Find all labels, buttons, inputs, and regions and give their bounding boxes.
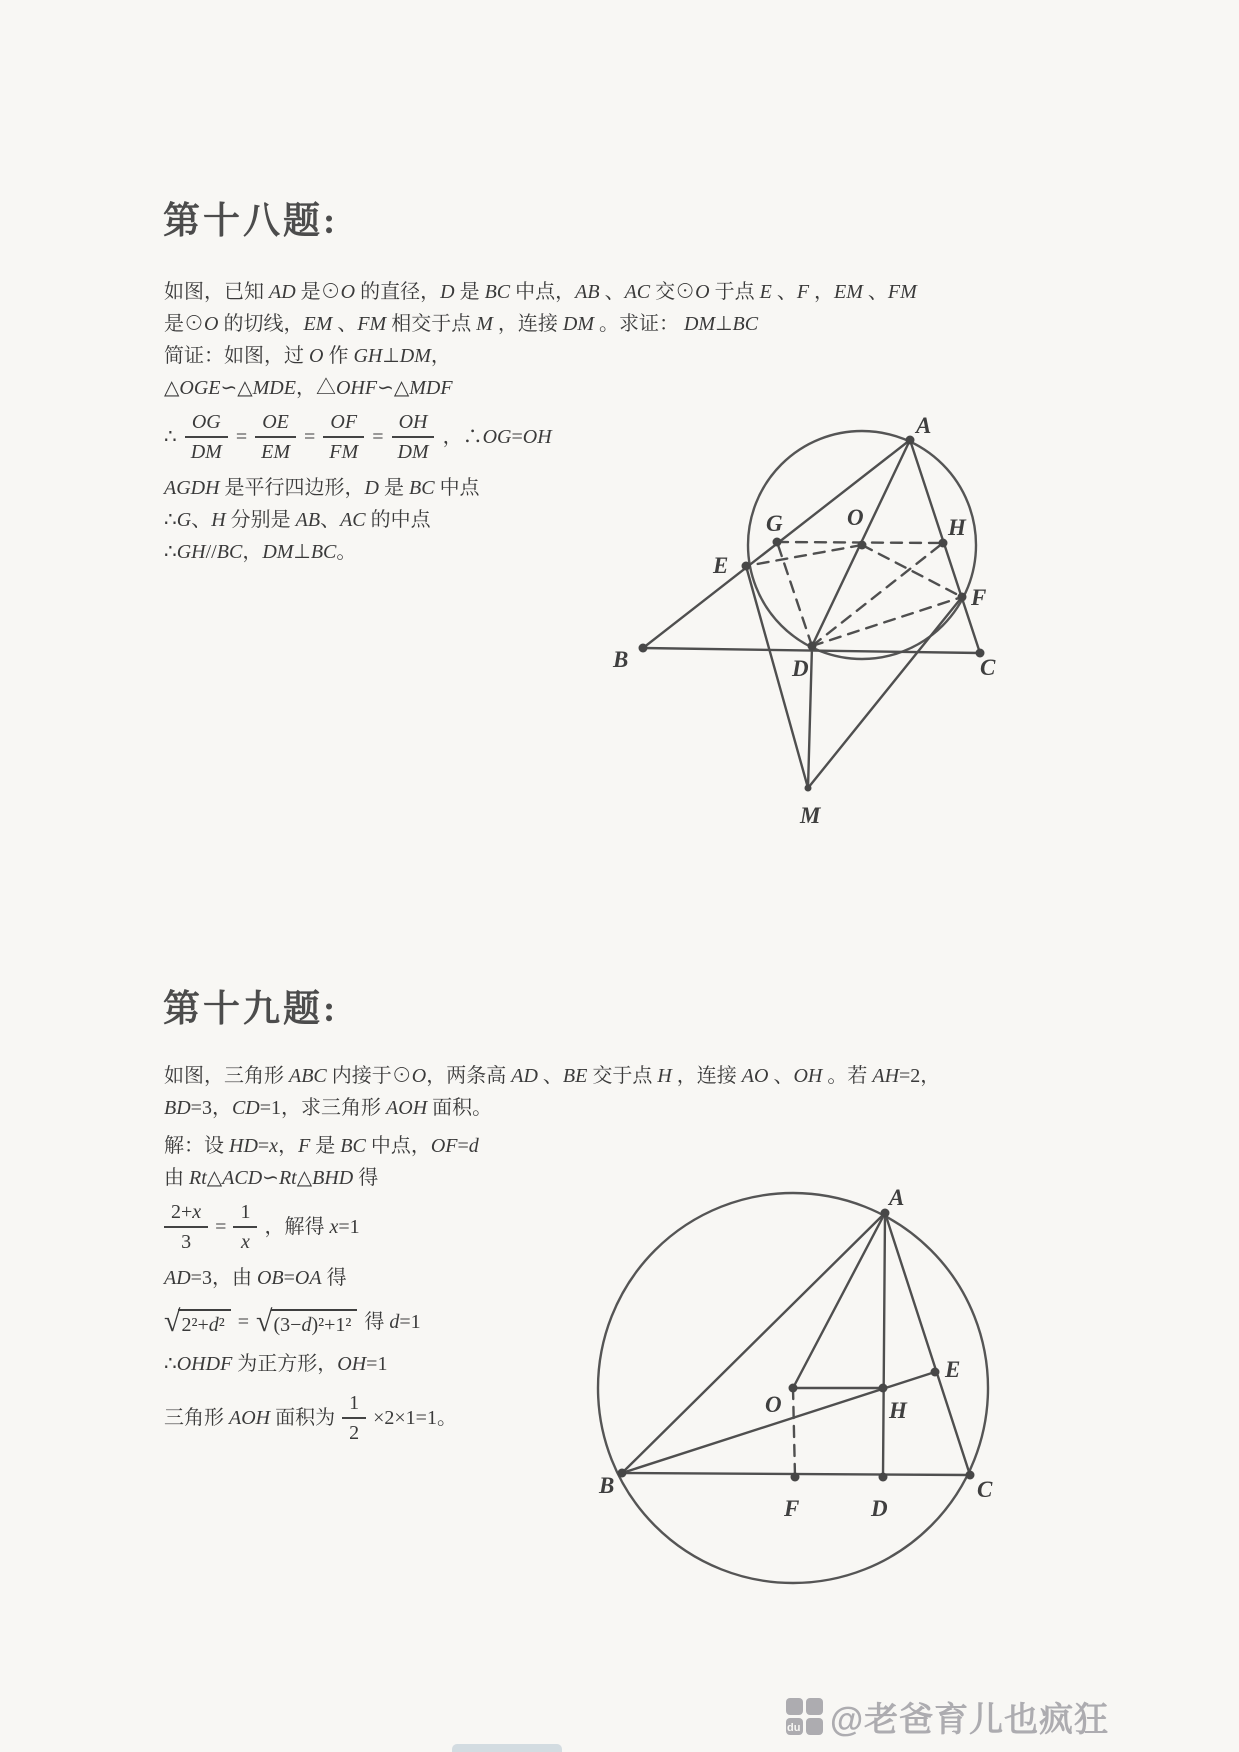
problem18-geometry-diagram (530, 375, 1000, 845)
p18-proof-line6: ∴GH//BC，DM⊥BC。 (164, 541, 357, 563)
label-A: A (916, 413, 932, 438)
sqrt-right: √ (3−d)²+1² (256, 1306, 357, 1338)
label-H: H (889, 1398, 907, 1423)
equation-conclusion: ，∴OG=OH (442, 426, 552, 448)
point-dot-G (773, 538, 782, 547)
point-dot-B (618, 1469, 627, 1478)
p19-statement-line1: 如图，三角形 ABC 内接于⊙O，两条高 AD 、BE 交于点 H ，连接 AO 、OH 。若 AH=2， (164, 1065, 941, 1087)
line-OF-dashed (793, 1388, 795, 1477)
solve-result: ，解得 x=1 (264, 1216, 360, 1238)
line-FM-tangent (808, 597, 962, 788)
equals-sign: = (237, 1311, 250, 1333)
equals-sign: = (215, 1216, 227, 1238)
p19-solution-line1: 解：设 HD=x，F 是 BC 中点，OF=d (164, 1135, 479, 1157)
point-dot-E (931, 1368, 940, 1377)
p18-proof-line4: AGDH 是平行四边形，D 是 BC 中点 (164, 477, 480, 499)
label-F: F (971, 585, 987, 610)
line-DH-dashed (812, 543, 943, 646)
radical-sign: √ (164, 1305, 181, 1338)
p18-proof-line1: 简证：如图，过 O 作 GH⊥DM， (164, 345, 451, 367)
label-H: H (948, 515, 966, 540)
fraction-1-x: $\frac{1}{x}$ (233, 1199, 257, 1255)
radical-result: 得 d=1 (364, 1311, 421, 1333)
point-dot-C (966, 1471, 975, 1480)
p19-statement-line2: BD=3，CD=1，求三角形 AOH 面积。 (164, 1097, 493, 1119)
p19-solution-line6: ∴OHDF 为正方形，OH=1 (164, 1353, 388, 1375)
fraction-of-fm: $\frac{OF}{FM}$ (322, 409, 365, 465)
fraction-oh-dm: $\frac{OH}{DM}$ (390, 409, 435, 465)
area-result: ×2×1=1。 (373, 1407, 457, 1429)
point-dot-E (742, 562, 751, 571)
watermark (786, 1692, 1109, 1741)
point-dot-H (939, 539, 948, 548)
fraction-2px-3: $\frac{2+x}{3}$ (164, 1199, 208, 1255)
point-dot-M (805, 785, 812, 792)
point-dot-F (958, 593, 967, 602)
p18-statement-line2: 是⊙O 的切线，EM 、FM 相交于点 M ，连接 DM 。求证： DM⊥BC (164, 313, 759, 335)
label-F: F (784, 1496, 800, 1521)
label-B: B (599, 1473, 615, 1498)
line-AB (622, 1213, 885, 1473)
point-dot-F (791, 1473, 800, 1482)
label-C: C (980, 655, 996, 680)
watermark-text: @老爸育儿也疯狂 (830, 1701, 1110, 1739)
p18-statement-line1: 如图，已知 AD 是⊙O 的直径，D 是 BC 中点，AB 、AC 交⊙O 于点 E 、F ，EM 、FM (164, 281, 917, 303)
problem19-geometry-diagram (525, 1155, 1015, 1665)
sqrt-left: √ 2²+d² (164, 1306, 231, 1338)
line-AC (885, 1213, 970, 1475)
p18-proof-line5: ∴G、H 分别是 AB、AC 的中点 (164, 509, 431, 531)
p19-solution-line4: AD=3，由 OB=OA 得 (164, 1267, 347, 1289)
point-dot-H (879, 1384, 888, 1393)
fraction-1-2: $\frac{1}{2}$ (342, 1390, 366, 1446)
point-dot-D (879, 1473, 888, 1482)
p19-solution-line2: 由 Rt△ACD∽Rt△BHD 得 (164, 1167, 379, 1189)
point-dot-D (808, 642, 817, 651)
label-O: O (765, 1392, 782, 1417)
watermark-icon-text: du (787, 1722, 801, 1734)
problem19-title: 第十九题: (163, 989, 339, 1030)
point-dot-O (789, 1384, 798, 1393)
label-B: B (613, 647, 629, 672)
label-A: A (889, 1185, 905, 1210)
label-O: O (847, 505, 864, 530)
label-E: E (713, 553, 729, 578)
therefore-symbol: ∴ (164, 426, 177, 448)
p18-proof-line2: △OGE∽△MDE，△OHF∽△MDF (164, 377, 453, 399)
label-E: E (945, 1357, 961, 1382)
line-AD-altitude (883, 1213, 885, 1477)
line-DF-dashed (812, 597, 962, 646)
fraction-og-dm: $\frac{OG}{DM}$ (184, 409, 229, 465)
label-M: M (800, 803, 821, 828)
point-dot-A (906, 436, 915, 445)
bottom-edge-artifact (452, 1744, 562, 1752)
problem18-title: 第十八题: (163, 201, 339, 242)
equals-sign: = (235, 426, 248, 448)
point-dot-O (858, 541, 867, 550)
point-dot-B (639, 644, 648, 653)
label-D: D (792, 656, 809, 681)
label-G: G (766, 511, 783, 536)
baidu-grid-icon (786, 1698, 823, 1735)
radical-sign: √ (256, 1305, 273, 1338)
fraction-oe-em: $\frac{OE}{EM}$ (254, 409, 297, 465)
equals-sign: = (304, 426, 316, 448)
line-AO (793, 1213, 885, 1388)
area-prefix: 三角形 AOH 面积为 (164, 1407, 336, 1429)
label-D: D (871, 1496, 888, 1521)
equals-sign: = (372, 426, 384, 448)
label-C: C (977, 1477, 993, 1502)
